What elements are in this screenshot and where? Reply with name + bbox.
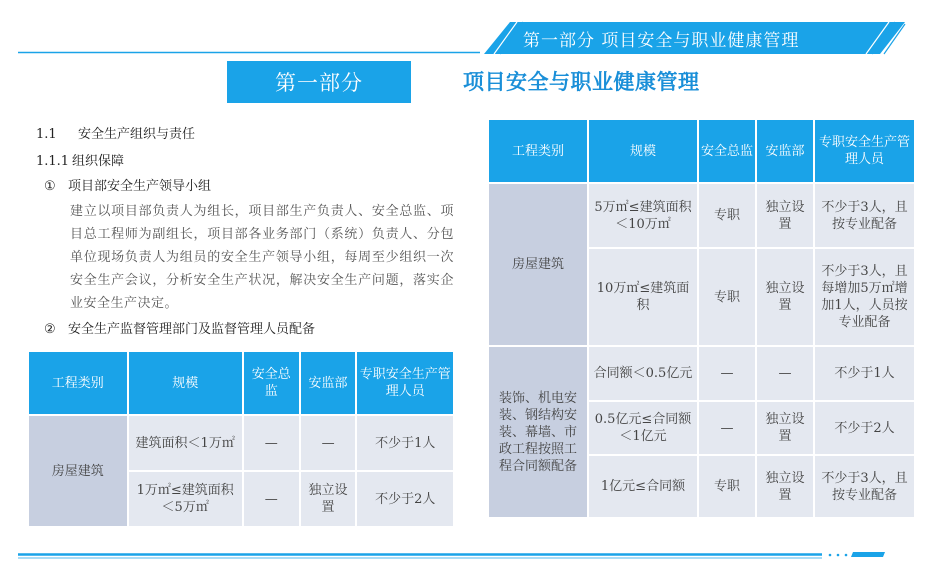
header-director: 安全总监 bbox=[699, 120, 755, 182]
dept-cell: — bbox=[757, 347, 813, 400]
section-content bbox=[36, 124, 456, 343]
director-cell: — bbox=[699, 402, 755, 454]
header-staff: 专职安全生产管理人员 bbox=[815, 120, 914, 182]
header-staff: 专职安全生产管理人员 bbox=[357, 352, 453, 414]
director-cell: — bbox=[244, 472, 299, 526]
header-dept: 安监部 bbox=[757, 120, 813, 182]
scale-cell: 1亿元≤合同额 bbox=[589, 456, 697, 517]
staff-cell: 不少于3人，且按专业配备 bbox=[815, 184, 914, 247]
banner-title: 第一部分 项目安全与职业健康管理 bbox=[523, 31, 800, 51]
dept-cell: 独立设置 bbox=[757, 402, 813, 454]
scale-cell: 0.5亿元≤合同额＜1亿元 bbox=[589, 402, 697, 454]
director-cell: 专职 bbox=[699, 184, 755, 247]
staffing-table-left bbox=[27, 350, 455, 528]
item-heading-1 bbox=[44, 174, 456, 200]
category-cell: 房屋建筑 bbox=[29, 416, 127, 526]
subsection-number: 1.1.1 bbox=[36, 154, 70, 169]
header-scale: 规模 bbox=[129, 352, 242, 414]
header-director: 安全总监 bbox=[244, 352, 299, 414]
section-title: 安全生产组织与责任 bbox=[78, 127, 196, 142]
dept-cell: — bbox=[301, 416, 356, 470]
staff-cell: 不少于2人 bbox=[357, 472, 453, 526]
section-heading bbox=[36, 124, 456, 146]
staff-cell: 不少于3人，且每增加5万㎡增加1人，人员按专业配备 bbox=[815, 249, 914, 345]
table-header-row bbox=[29, 352, 453, 414]
scale-cell: 5万㎡≤建筑面积＜10万㎡ bbox=[589, 184, 697, 247]
top-banner bbox=[0, 0, 927, 60]
header-category: 工程类别 bbox=[29, 352, 127, 414]
footer-line-graphic bbox=[0, 545, 927, 565]
scale-cell: 合同额＜0.5亿元 bbox=[589, 347, 697, 400]
part-label-button[interactable]: 第一部分 bbox=[227, 61, 411, 103]
staffing-table-right bbox=[487, 118, 916, 519]
item-title-2: 安全生产监督管理部门及监督管理人员配备 bbox=[68, 322, 316, 337]
dept-cell: 独立设置 bbox=[757, 184, 813, 247]
director-cell: — bbox=[244, 416, 299, 470]
item-paragraph-1: 建立以项目部负责人为组长，项目部生产负责人、安全总监、项目总工程师为副组长，项目部各业务部门（系统）负责人、分包单位现场负责人为组员的安全生产领导小组，每周至少组织一次安全生产会议，分析安全生产状况，解决安全生产问题，落实企业安全生产决定。 bbox=[70, 204, 454, 311]
subsection-heading bbox=[36, 150, 456, 174]
table-row bbox=[489, 347, 914, 400]
category-cell: 房屋建筑 bbox=[489, 184, 587, 345]
subsection-title: 组织保障 bbox=[72, 154, 125, 169]
section-number: 1.1 bbox=[36, 127, 57, 142]
dept-cell: 独立设置 bbox=[301, 472, 356, 526]
header-scale: 规模 bbox=[589, 120, 697, 182]
director-cell: 专职 bbox=[699, 249, 755, 345]
item-number-2: ② bbox=[44, 322, 56, 337]
director-cell: 专职 bbox=[699, 456, 755, 517]
item-number-1: ① bbox=[44, 179, 56, 194]
dept-cell: 独立设置 bbox=[757, 249, 813, 345]
table-row bbox=[29, 416, 453, 470]
dept-cell: 独立设置 bbox=[757, 456, 813, 517]
scale-cell: 1万㎡≤建筑面积＜5万㎡ bbox=[129, 472, 242, 526]
page-title: 项目安全与职业健康管理 bbox=[463, 70, 700, 94]
table-row bbox=[489, 184, 914, 247]
staff-cell: 不少于1人 bbox=[815, 347, 914, 400]
category-cell: 装饰、机电安装、钢结构安装、幕墙、市政工程按照工程合同额配备 bbox=[489, 347, 587, 517]
staff-cell: 不少于3人，且按专业配备 bbox=[815, 456, 914, 517]
footer-decoration bbox=[0, 545, 927, 565]
director-cell: — bbox=[699, 347, 755, 400]
staff-cell: 不少于1人 bbox=[357, 416, 453, 470]
item-heading-2 bbox=[44, 317, 456, 343]
item-title-1: 项目部安全生产领导小组 bbox=[68, 179, 212, 194]
scale-cell: 建筑面积＜1万㎡ bbox=[129, 416, 242, 470]
scale-cell: 10万㎡≤建筑面积 bbox=[589, 249, 697, 345]
header-dept: 安监部 bbox=[301, 352, 356, 414]
header-category: 工程类别 bbox=[489, 120, 587, 182]
staff-cell: 不少于2人 bbox=[815, 402, 914, 454]
table-header-row bbox=[489, 120, 914, 182]
